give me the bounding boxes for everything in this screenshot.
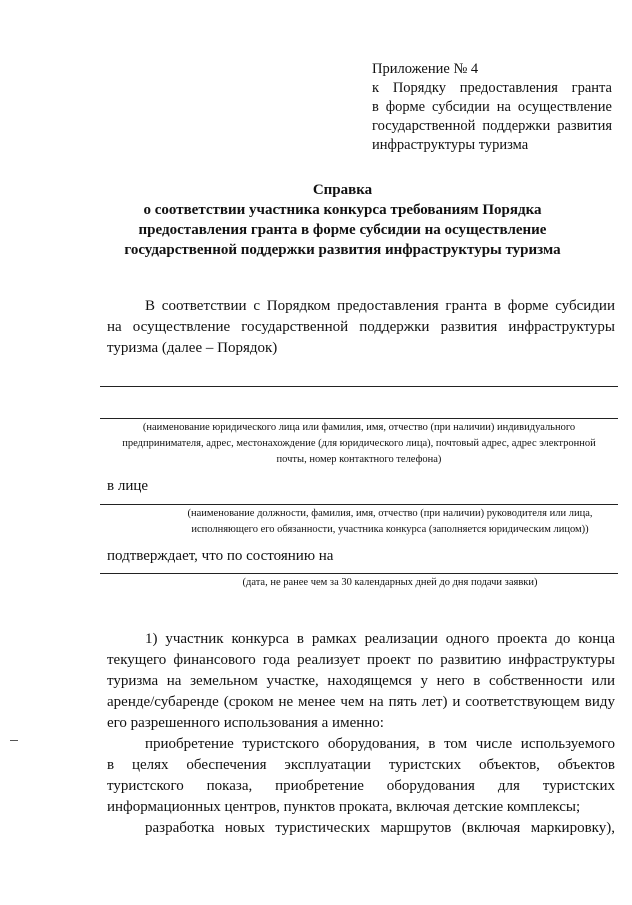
annex-text-line: к Порядку предоставления гранта — [372, 80, 612, 96]
equipment-line: информационных центров, пунктов проката, включая детские комплексы; — [107, 799, 581, 815]
item-1-line: его разрешенного использования а именно: — [107, 715, 384, 731]
equipment-paragraph — [107, 734, 615, 818]
equipment-line: в целях обеспечения эксплуатации туристских объектов, объектов — [107, 757, 615, 773]
caption-line: исполняющего его обязанности, участника конкурса (заполняется юридическим лицом)) — [191, 524, 589, 535]
blank-line-applicant-2 — [100, 418, 618, 419]
title-line: государственной поддержки развития инфраструктуры туризма — [124, 242, 561, 258]
blank-line-date — [100, 573, 618, 574]
representative-caption — [160, 506, 620, 538]
equipment-line: туристского показа, приобретение оборудования для туристских — [107, 778, 615, 794]
blank-line-representative — [100, 504, 618, 505]
confirms-label: подтверждает, что по состоянию на — [107, 548, 334, 564]
caption-line: (наименование юридического лица или фамилия, имя, отчество (при наличии) индивидуального — [142, 422, 576, 433]
annex-text-line: инфраструктуры туризма — [372, 137, 529, 153]
intro-line: В соответствии с Порядком предоставления гранта в форме субсидии — [145, 298, 615, 314]
annex-text-line: государственной поддержки развития — [372, 118, 612, 134]
represented-by-label: в лице — [107, 478, 149, 494]
routes-paragraph — [107, 818, 615, 839]
item-1-line: туризма на земельном участке, находящемся у него в собственности или — [107, 673, 615, 689]
annex-text-line: в форме субсидии на осуществление — [372, 99, 612, 115]
blank-line-applicant-1 — [100, 386, 618, 387]
intro-line: на осуществление государственной поддержки развития инфраструктуры — [107, 319, 615, 335]
item-1-line: 1) участник конкурса в рамках реализации одного проекта до конца — [145, 631, 615, 647]
caption-line: почты, номер контактного телефона) — [276, 454, 442, 465]
intro-line: туризма (далее – Порядок) — [107, 340, 278, 356]
item-1-paragraph — [107, 629, 615, 734]
item-1-line: текущего финансового года реализует проект по развитию инфраструктуры — [107, 652, 615, 668]
intro-paragraph — [107, 296, 615, 359]
document-title — [80, 180, 605, 260]
item-1-line: аренде/субаренде (сроком не менее чем на пять лет) и соответствующем виду — [107, 694, 615, 710]
title-line: Справка — [312, 182, 373, 198]
scan-margin-mark — [10, 740, 18, 741]
title-line: предоставления гранта в форме субсидии на осуществление — [138, 222, 547, 238]
annex-number: Приложение № 4 — [372, 61, 479, 77]
title-line: о соответствии участника конкурса требованиям Порядка — [143, 202, 542, 218]
caption-line: (наименование должности, фамилия, имя, отчество (при наличии) руководителя или лица, — [187, 508, 593, 519]
routes-line: разработка новых туристических маршрутов (включая маркировку), — [145, 820, 615, 836]
date-caption: (дата, не ранее чем за 30 календарных дней до дня подачи заявки) — [242, 577, 538, 588]
applicant-caption — [100, 420, 618, 468]
annex-header — [372, 60, 612, 155]
caption-line: предпринимателя, адрес, местонахождение (для юридического лица), почтовый адрес, адрес электронной — [122, 438, 596, 449]
equipment-line: приобретение туристского оборудования, в том числе используемого — [145, 736, 615, 752]
